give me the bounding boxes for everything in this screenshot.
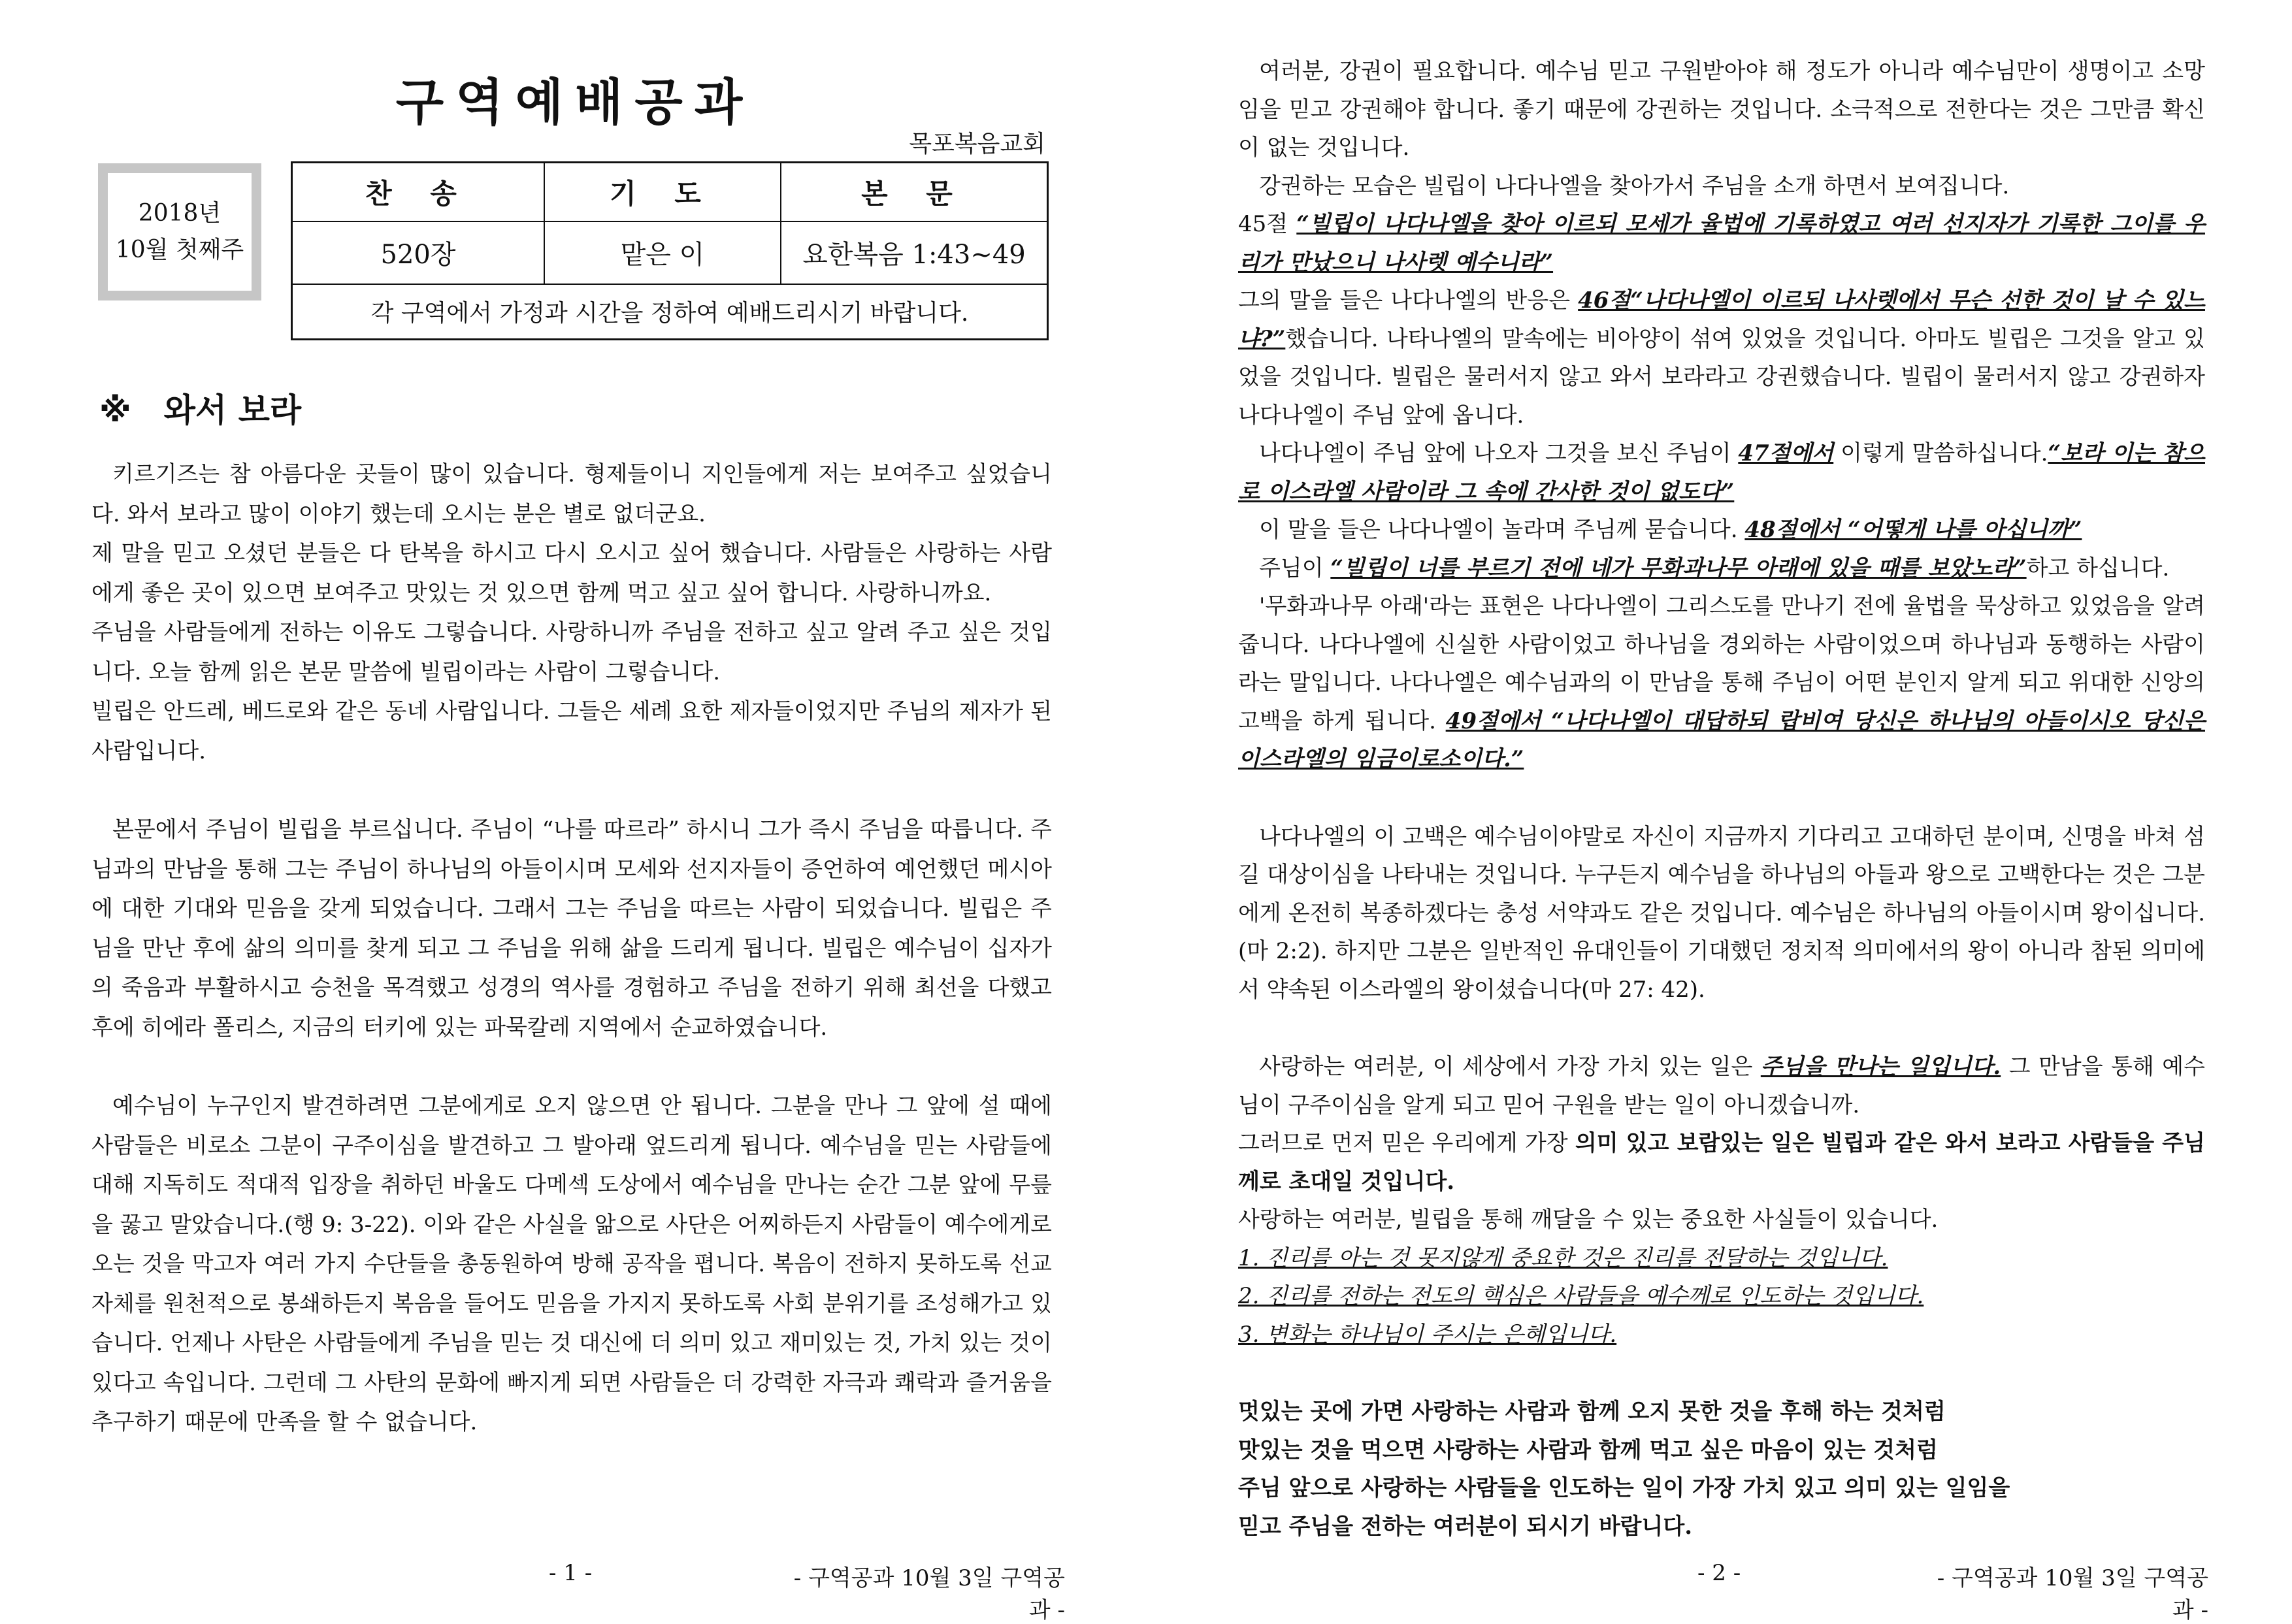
page-2-body	[1238, 52, 2205, 1546]
paragraph: 예수님이 누구인지 발견하려면 그분에게로 오지 않으면 안 됩니다. 그분을 만나 그 앞에 설 때에 사람들은 비로소 그분이 구주이심을 발견하고 그 발아래 엎드리게 됩니다. 예수님을 믿는 사람들에 대해 지독히도 적대적 입장을 취하던 바울도 다메섹 도상에서 예수님을 만나는 순간 그분 앞에 무릎을 꿇고 말았습니다.(행 9: 3-22). 이와 같은 사실을 앎으로 사단은 어찌하든지 사람들이 예수에게로 오는 것을 막고자 여러 가지 수단들을 총동원하여 방해 공작을 폅니다. 복음이 전하지 못하도록 선교 자체를 원천적으로 봉쇄하든지 복음을 들어도 믿음을 가지지 못하도록 사회 분위기를 조성해가고 있습니다. 언제나 사탄은 사람들에게 주님을 믿는 것 대신에 더 의미 있고 재미있는 것, 가치 있는 것이 있다고 속입니다. 그런데 그 사탄의 문화에 빠지게 되면 사람들은 더 강력한 자극과 쾌락과 즐거움을 추구하기 때문에 만족을 할 수 없습니다.	[91, 1093, 1052, 1435]
verse-49-quote: 49절에서 “나다나엘이 대답하되 랍비여 당신은 하나님의 아들이시오 당신은 이스라엘의 임금이로소이다.”	[1238, 707, 2205, 772]
verse-45: 45절 “빌립이 나다나엘을 찾아 이르되 모세가 율법에 기록하였고 여러 선지자가 기록한 그이를 우리가 만났으니 나사렛 예수니라”	[1238, 211, 2205, 276]
page-footer: - 구역공과 10월 3일 구역공과 -	[1937, 1565, 2208, 1623]
paragraph: 그의 말을 들은 나다나엘의 반응은 46절“나다나엘이 이르되 나사렛에서 무슨 선한 것이 날 수 있느냐?”했습니다. 나타나엘의 말속에는 비아양이 섞여 있었을 것입니다. 아마도 빌립은 그것을 알고 있었을 것입니다. 빌립은 물러서지 않고 와서 보라라고 강권했습니다. 빌립이 물러서지 않고 강권하자 나다나엘이 주님 앞에 옵니다.	[1238, 287, 2205, 429]
header-scripture: 본 문	[861, 178, 967, 210]
paragraph: 나다나엘이 주님 앞에 나오자 그것을 보신 주님이 47절에서 이렇게 말씀하십니다.“보라 이는 참으로 이스라엘 사람이라 그 속에 간사한 것이 없도다”	[1238, 440, 2205, 505]
paragraph: '무화과나무 아래'라는 표현은 나다나엘이 그리스도를 만나기 전에 율법을 묵상하고 있었음을 알려줍니다. 나다나엘에 신실한 사람이었고 하나님을 경외하는 사람이었으며 하나님과 동행하는 사람이라는 말입니다. 나다나엘은 예수님과의 이 만남을 통해 주님이 어떤 분인지 알게 되고 위대한 신앙의 고백을 하게 됩니다. 49절에서 “나다나엘이 대답하되 랍비여 당신은 하나님의 아들이시오 당신은 이스라엘의 임금이로소이다.”	[1238, 593, 2205, 772]
closing-line: 멋있는 곳에 가면 사랑하는 사람과 함께 오지 못한 것을 후해 하는 것처럼	[1238, 1399, 1946, 1425]
paragraph: 그러므로 먼저 믿은 우리에게 가장 의미 있고 보람있는 일은 빌립과 같은 와서 보라고 사람들을 주님께로 초대일 것입니다.	[1238, 1130, 2205, 1195]
key-phrase: 주님을 만나는 일입니다.	[1760, 1054, 2001, 1080]
page-number: - 1 -	[549, 1560, 593, 1586]
page-1-body	[91, 455, 1052, 1442]
value-hymn: 520장	[293, 221, 545, 284]
date-week: 10월 첫째주	[115, 236, 244, 263]
church-name: 목포복음교회	[909, 131, 1045, 157]
value-scripture: 요한복음 1:43~49	[802, 239, 1026, 270]
reference-mark: ※	[99, 391, 131, 429]
verse-47-quote: “보라 이는 참으로 이스라엘 사람이라 그 속에 간사한 것이 없도다”	[1238, 440, 2205, 505]
paragraph: 키르기즈는 참 아름다운 곳들이 많이 있습니다. 형제들이니 지인들에게 저는 보여주고 싶었습니다. 와서 보라고 많이 이야기 했는데 오시는 분은 별로 없더군요.	[91, 461, 1052, 527]
closing-line: 맛있는 것을 먹으면 사랑하는 사람과 함께 먹고 싶은 마음이 있는 것처럼	[1238, 1437, 1938, 1463]
paragraph: 사랑하는 여러분, 이 세상에서 가장 가치 있는 일은 주님을 만나는 일입니다. 그 만남을 통해 예수님이 구주이심을 알게 되고 믿어 구원을 받는 일이 아니겠습니까.	[1238, 1054, 2205, 1118]
paragraph: 여러분, 강권이 필요합니다. 예수님 믿고 구원받아야 해 정도가 아니라 예수님만이 생명이고 소망임을 믿고 강권해야 합니다. 좋기 때문에 강권하는 것입니다. 소극적으로 전한다는 것은 그만큼 확신이 없는 것입니다.	[1238, 58, 2205, 161]
verse-46-quote: 46절“나다나엘이 이르되 나사렛에서 무슨 선한 것이 날 수 있느냐?”	[1238, 287, 2205, 352]
paragraph: 주님이 “빌립이 너를 부르기 전에 네가 무화과나무 아래에 있을 때를 보았노라”하고 하십니다.	[1259, 555, 2170, 581]
section-title-text: 와서 보라	[163, 391, 302, 429]
closing-line: 주님 앞으로 사랑하는 사람들을 인도하는 일이 가장 가치 있고 의미 있는 일임을	[1238, 1475, 2010, 1501]
value-prayer: 맡은 이	[545, 221, 781, 284]
worship-info-table	[291, 161, 1049, 340]
header-prayer: 기 도	[545, 163, 781, 221]
date-year: 2018년	[138, 200, 221, 227]
header-hymn: 찬 송	[293, 163, 545, 221]
paragraph: 나다나엘의 이 고백은 예수님이야말로 자신이 지금까지 기다리고 고대하던 분이며, 신명을 바쳐 섬길 대상이심을 나타내는 것입니다. 누구든지 예수님을 하나님의 아들과 왕으로 고백한다는 것은 그분에게 온전히 복종하겠다는 충성 서약과도 같은 것입니다. 예수님은 하나님의 아들이시며 왕이십니다.(마 2:2). 하지만 그분은 일반적인 유대인들이 기대했던 정치적 의미에서의 왕이 아니라 참된 의미에서 약속된 이스라엘의 왕이셨습니다(마 27: 42).	[1238, 823, 2205, 1003]
page-title: 구역예배공과	[395, 73, 755, 131]
paragraph: 제 말을 믿고 오셨던 분들은 다 탄복을 하시고 다시 오시고 싶어 했습니다. 사람들은 사랑하는 사람에게 좋은 곳이 있으면 보여주고 맛있는 것 있으면 함께 먹고 싶고 싶어 합니다. 사랑하니까요.	[91, 540, 1052, 606]
table-header-row	[293, 163, 1047, 222]
verse-45-quote: “빌립이 나다나엘을 찾아 이르되 모세가 율법에 기록하였고 여러 선지자가 기록한 그이를 우리가 만났으니 나사렛 예수니라”	[1238, 211, 2205, 276]
table-note: 각 구역에서 가정과 시간을 정하여 예배드리시기 바랍니다.	[370, 299, 969, 327]
paragraph: 이 말을 들은 나다나엘이 놀라며 주님께 묻습니다. 48절에서 “어떻게 나를 아십니까”	[1259, 517, 2082, 543]
date-box	[98, 163, 261, 300]
paragraph: 주님을 사람들에게 전하는 이유도 그렇습니다. 사랑하니까 주님을 전하고 싶고 알려 주고 싶은 것입니다. 오늘 함께 읽은 본문 말씀에 빌립이라는 사람이 그렇습니다.	[91, 619, 1052, 685]
bold-phrase: 의미 있고 보람있는 일은 빌립과 같은 와서 보라고 사람들을 주님께로 초대일 것입니다.	[1238, 1130, 2205, 1195]
list-item: 1. 진리를 아는 것 못지않게 중요한 것은 진리를 전달하는 것입니다.	[1238, 1244, 1888, 1271]
section-title	[99, 384, 301, 431]
paragraph: 강권하는 모습은 빌립이 나다나엘을 찾아가서 주님을 소개 하면서 보여집니다.	[1259, 172, 2010, 199]
page-number: - 2 -	[1697, 1560, 1741, 1586]
list-item: 3. 변화는 하나님이 주시는 은혜입니다.	[1238, 1321, 1617, 1348]
paragraph: 사랑하는 여러분, 빌립을 통해 깨달을 수 있는 중요한 사실들이 있습니다.	[1238, 1207, 1939, 1233]
verse-48b-quote: “빌립이 너를 부르기 전에 네가 무화과나무 아래에 있을 때를 보았노라”	[1330, 555, 2027, 581]
verse-47-ref: 47절에서	[1738, 440, 1834, 466]
paragraph: 빌립은 안드레, 베드로와 같은 동네 사람입니다. 그들은 세례 요한 제자들이었지만 주님의 제자가 된 사람입니다.	[91, 698, 1052, 764]
page-1	[0, 0, 1146, 1623]
verse-48-quote: 48절에서 “어떻게 나를 아십니까”	[1744, 517, 2082, 543]
table-note-row	[293, 284, 1047, 338]
closing-line: 믿고 주님을 전하는 여러분이 되시기 바랍니다.	[1238, 1513, 1693, 1540]
list-item: 2. 진리를 전하는 전도의 핵심은 사람들을 예수께로 인도하는 것입니다.	[1238, 1283, 1924, 1309]
page-footer: - 구역공과 10월 3일 구역공과 -	[793, 1565, 1065, 1623]
paragraph: 본문에서 주님이 빌립을 부르십니다. 주님이 “나를 따르라” 하시니 그가 즉시 주님을 따릅니다. 주님과의 만남을 통해 그는 주님이 하나님의 아들이시며 모세와 선지자들이 증언하여 예언했던 메시아에 대한 기대와 믿음을 갖게 되었습니다. 그래서 그는 주님을 따르는 사람이 되었습니다. 빌립은 주님을 만난 후에 삶의 의미를 찾게 되고 그 주님을 위해 삶을 드리게 됩니다. 빌립은 예수님이 십자가의 죽음과 부활하시고 승천을 목격했고 성경의 역사를 경험하고 주님을 전하기 위해 최선을 다했고 후에 히에라 폴리스, 지금의 터키에 있는 파묵칼레 지역에서 순교하였습니다.	[91, 817, 1052, 1041]
table-value-row	[293, 221, 1047, 285]
